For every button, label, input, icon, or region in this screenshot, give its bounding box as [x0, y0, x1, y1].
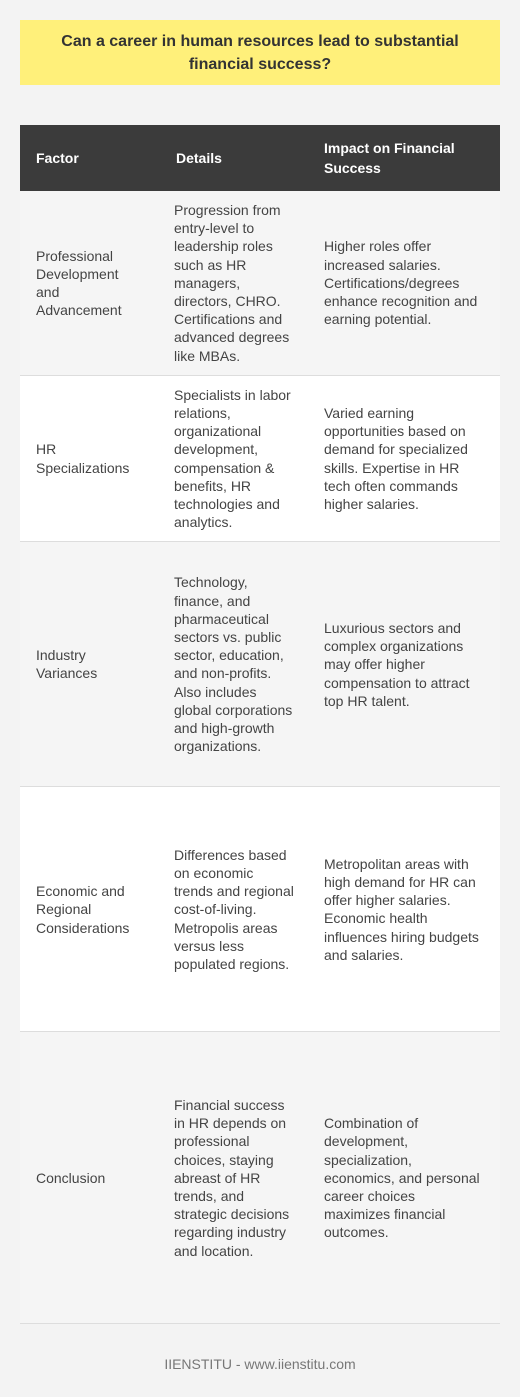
cell-factor: Conclusion	[20, 1032, 160, 1324]
page-title: Can a career in human resources lead to substantial financial success?	[61, 32, 459, 73]
cell-details: Progression from entry-level to leadership roles such as HR managers, directors, CHRO. Certifications and advanced degrees like MBAs.	[160, 191, 308, 375]
cell-details: Technology, finance, and pharmaceutical sectors vs. public sector, education, and non-profits. Also includes global corporations and high-growth organizations.	[160, 542, 308, 787]
comparison-table	[20, 125, 500, 1324]
cell-factor: Industry Variances	[20, 542, 160, 787]
cell-impact: Combination of development, specialization, economics, and personal career choices maximizes financial outcomes.	[308, 1032, 500, 1324]
header-details: Details	[160, 125, 308, 191]
footer-credit: IIENSTITU - www.iienstitu.com	[164, 1356, 356, 1372]
cell-factor: Economic and Regional Considerations	[20, 787, 160, 1032]
cell-impact: Higher roles offer increased salaries. Certifications/degrees enhance recognition and earning potential.	[308, 191, 500, 375]
table-row	[20, 787, 500, 1032]
header-factor: Factor	[20, 125, 160, 191]
cell-impact: Metropolitan areas with high demand for HR can offer higher salaries. Economic health influences hiring budgets and salaries.	[308, 787, 500, 1032]
cell-factor: HR Specializations	[20, 375, 160, 542]
table-row	[20, 375, 500, 542]
cell-impact: Luxurious sectors and complex organizations may offer higher compensation to attract top HR talent.	[308, 542, 500, 787]
table-row	[20, 542, 500, 787]
cell-impact: Varied earning opportunities based on demand for specialized skills. Expertise in HR tech often commands higher salaries.	[308, 375, 500, 542]
cell-factor: Professional Development and Advancement	[20, 191, 160, 375]
table-row	[20, 191, 500, 375]
cell-details: Financial success in HR depends on professional choices, staying abreast of HR trends, and strategic decisions regarding industry and location.	[160, 1032, 308, 1324]
table-header-row	[20, 125, 500, 191]
header-impact: Impact on Financial Success	[308, 125, 500, 191]
table-row	[20, 1032, 500, 1324]
comparison-table-container	[20, 125, 500, 1324]
title-banner	[20, 20, 500, 85]
cell-details: Differences based on economic trends and regional cost-of-living. Metropolis areas versus less populated regions.	[160, 787, 308, 1032]
cell-details: Specialists in labor relations, organizational development, compensation & benefits, HR technologies and analytics.	[160, 375, 308, 542]
